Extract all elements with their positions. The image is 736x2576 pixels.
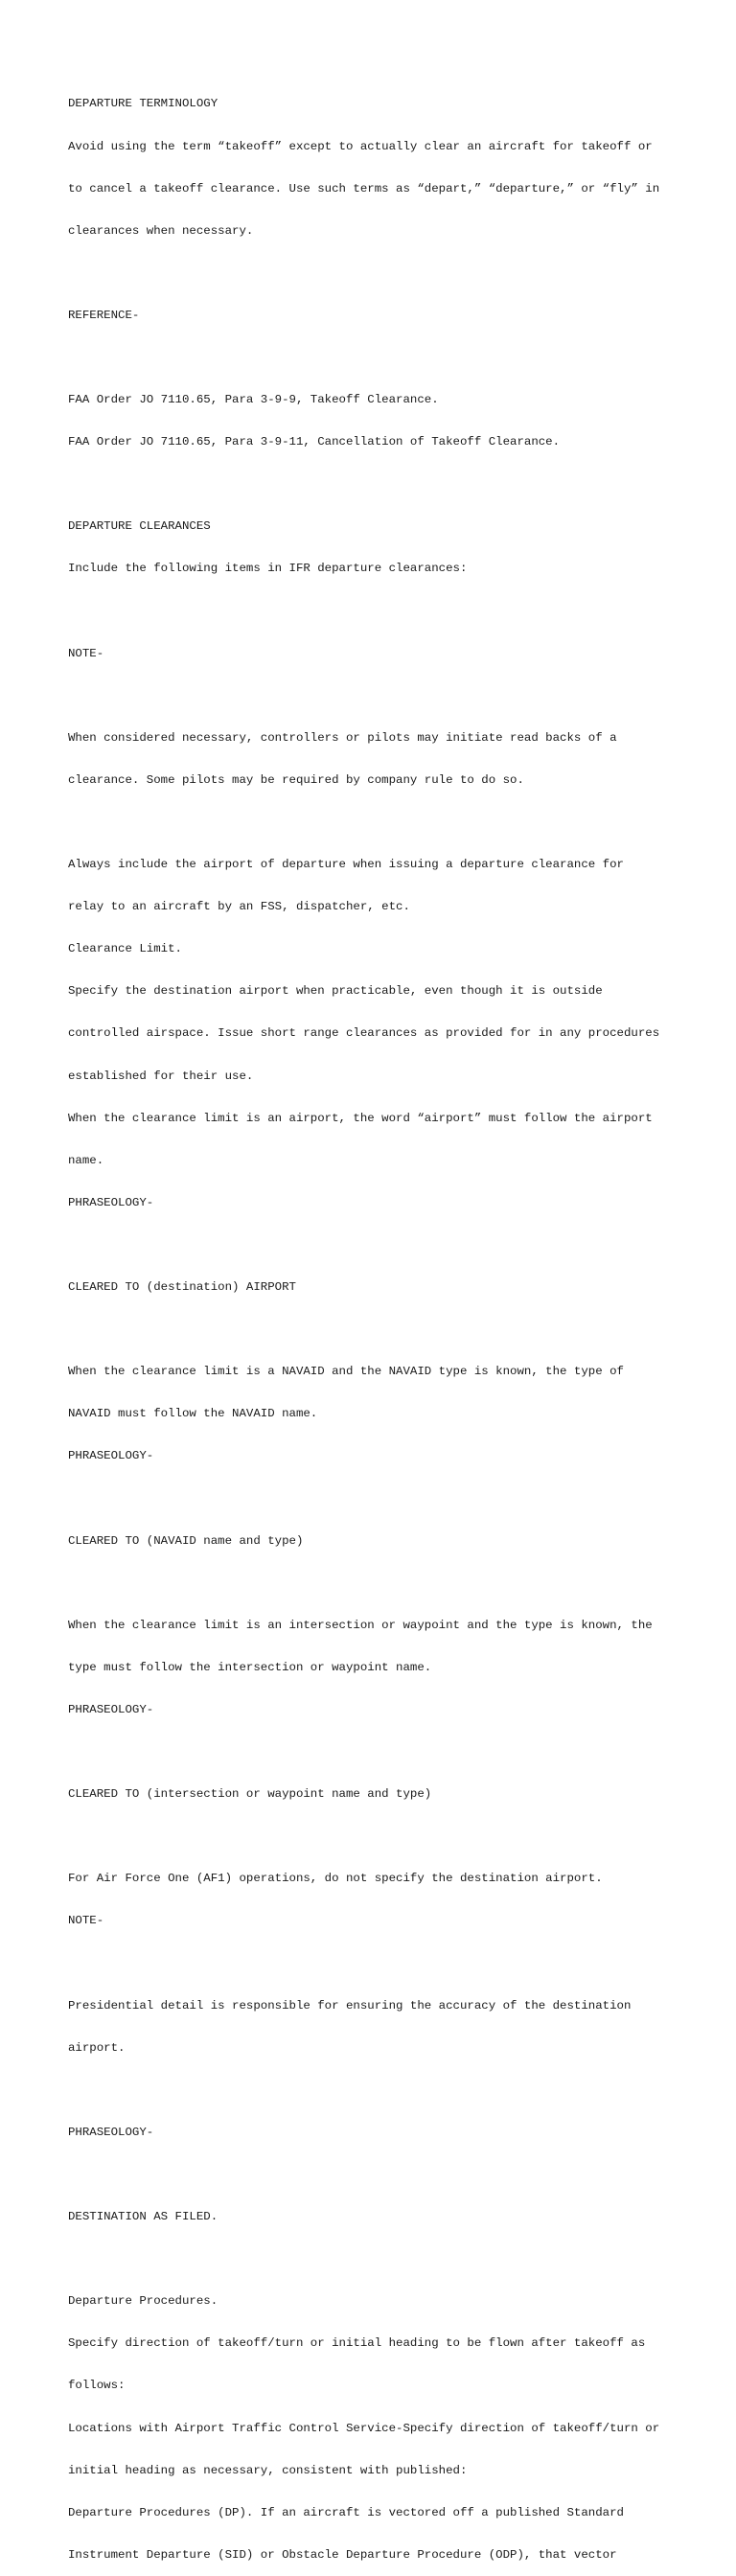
blank-line [68,816,691,830]
phraseology-text: DESTINATION AS FILED. [68,2210,218,2224]
label-phraseology: PHRASEOLOGY- [68,1449,154,1463]
text-line: When the clearance limit is an intersection or waypoint and the type is known, the [68,1618,653,1632]
label-phraseology: PHRASEOLOGY- [68,1702,154,1716]
blank-line [68,2083,691,2098]
text-line: clearances when necessary. [68,223,254,238]
blank-line [68,1576,691,1591]
blank-line [68,605,691,619]
text-line: Clearance Limit. [68,942,182,956]
label-note: NOTE- [68,646,104,660]
phraseology-text: CLEARED TO (destination) AIRPORT [68,1280,296,1295]
document-page [68,69,691,2576]
text-line: type must follow the intersection or waypoint name. [68,1660,432,1674]
text-line: clearance. Some pilots may be required by company rule to do so. [68,772,524,787]
blank-line [68,1957,691,1971]
text-line: Departure Procedures (DP). If an aircraft is vectored off a published Standard [68,2505,624,2519]
blank-line [68,2168,691,2182]
heading-departure-clearances: DEPARTURE CLEARANCES [68,519,211,534]
text-line: Include the following items in IFR departure clearances: [68,562,468,576]
text-line: When the clearance limit is an airport, the word “airport” must follow the airport [68,1111,653,1125]
text-line: When the clearance limit is a NAVAID and the NAVAID type is known, the type of [68,1365,624,1379]
text-line: Presidential detail is responsible for ensuring the accuracy of the destination [68,1998,632,2012]
reference-line: FAA Order JO 7110.65, Para 3-9-9, Takeoff Clearance. [68,393,439,407]
text-line: Always include the airport of departure when issuing a departure clearance for [68,858,624,872]
blank-line [68,1322,691,1337]
label-phraseology: PHRASEOLOGY- [68,1195,154,1209]
text-line: controlled airspace. Issue short range clearances as provided for in any procedures [68,1026,660,1041]
blank-line [68,477,691,492]
text-line: Locations with Airport Traffic Control Service-Specify direction of takeoff/turn or [68,2421,660,2435]
blank-line [68,1492,691,1506]
text-line: airport. [68,2040,126,2055]
text-line: Departure Procedures. [68,2294,218,2309]
text-line: established for their use. [68,1069,254,1083]
text-line: name. [68,1153,104,1167]
text-line: Specify the destination airport when practicable, even though it is outside [68,984,603,999]
text-line: to cancel a takeoff clearance. Use such terms as “depart,” “departure,” or “fly” in [68,181,660,196]
text-line: For Air Force One (AF1) operations, do not specify the destination airport. [68,1872,603,1886]
text-line: initial heading as necessary, consistent with published: [68,2463,468,2477]
heading-departure-terminology: DEPARTURE TERMINOLOGY [68,97,218,111]
text-line: NAVAID must follow the NAVAID name. [68,1407,318,1421]
phraseology-text: CLEARED TO (NAVAID name and type) [68,1533,304,1548]
label-reference: REFERENCE- [68,308,140,322]
text-line: When considered necessary, controllers or pilots may initiate read backs of a [68,730,617,745]
reference-line: FAA Order JO 7110.65, Para 3-9-11, Cancellation of Takeoff Clearance. [68,435,561,449]
text-line: Specify direction of takeoff/turn or initial heading to be flown after takeoff as [68,2336,646,2351]
label-phraseology: PHRASEOLOGY- [68,2125,154,2139]
label-note: NOTE- [68,1914,104,1928]
text-line: Avoid using the term “takeoff” except to actually clear an aircraft for takeoff or [68,139,653,153]
blank-line [68,1745,691,1760]
blank-line [68,266,691,281]
blank-line [68,1829,691,1844]
text-line: relay to an aircraft by an FSS, dispatcher, etc. [68,900,410,914]
text-line: Instrument Departure (SID) or Obstacle Departure Procedure (ODP), that vector [68,2547,617,2562]
text-line: follows: [68,2379,126,2393]
phraseology-text: CLEARED TO (intersection or waypoint name and type) [68,1787,432,1802]
blank-line [68,2252,691,2266]
blank-line [68,689,691,703]
blank-line [68,1238,691,1253]
blank-line [68,351,691,365]
